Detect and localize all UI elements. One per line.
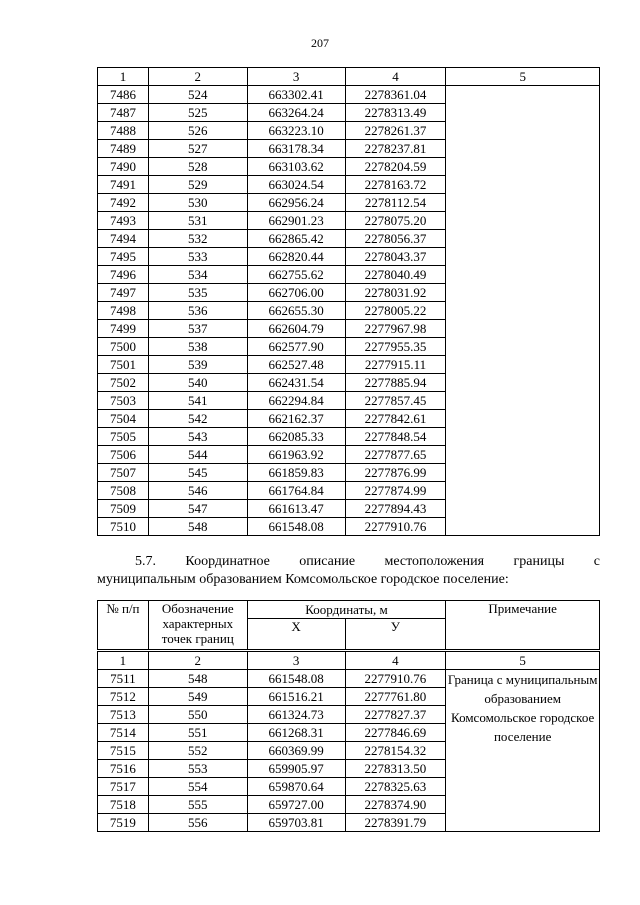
column-number: 5 (446, 651, 600, 670)
boundary-coordinates-table (97, 600, 600, 832)
y-coordinate-cell: 2277857.45 (345, 392, 446, 410)
x-coordinate-cell: 662755.62 (247, 266, 345, 284)
point-number-cell: 7518 (98, 796, 149, 814)
y-coordinate-cell: 2277910.76 (345, 518, 446, 536)
point-number-cell: 7507 (98, 464, 149, 482)
x-coordinate-cell: 662527.48 (247, 356, 345, 374)
point-number-cell: 7496 (98, 266, 149, 284)
point-designation-cell: 527 (148, 140, 247, 158)
point-designation-cell: 541 (148, 392, 247, 410)
column-number: 3 (247, 651, 345, 670)
y-coordinate-cell: 2278313.50 (345, 760, 446, 778)
point-number-cell: 7487 (98, 104, 149, 122)
empty-note-cell (446, 86, 600, 536)
x-coordinate-cell: 663302.41 (247, 86, 345, 104)
point-number-cell: 7510 (98, 518, 149, 536)
column-number: 4 (345, 68, 446, 86)
point-designation-cell: 536 (148, 302, 247, 320)
point-number-cell: 7505 (98, 428, 149, 446)
header-y: У (345, 619, 446, 651)
y-coordinate-cell: 2277876.99 (345, 464, 446, 482)
y-coordinate-cell: 2277955.35 (345, 338, 446, 356)
x-coordinate-cell: 659870.64 (247, 778, 345, 796)
point-designation-cell: 546 (148, 482, 247, 500)
point-designation-cell: 552 (148, 742, 247, 760)
column-number: 1 (98, 651, 149, 670)
y-coordinate-cell: 2278112.54 (345, 194, 446, 212)
y-coordinate-cell: 2277761.80 (345, 688, 446, 706)
point-designation-cell: 534 (148, 266, 247, 284)
point-number-cell: 7516 (98, 760, 149, 778)
point-number-cell: 7489 (98, 140, 149, 158)
point-number-cell: 7517 (98, 778, 149, 796)
point-designation-cell: 543 (148, 428, 247, 446)
x-coordinate-cell: 661613.47 (247, 500, 345, 518)
x-coordinate-cell: 659905.97 (247, 760, 345, 778)
y-coordinate-cell: 2278361.04 (345, 86, 446, 104)
section-heading-line2: муниципальным образованием Комсомольское городское поселение: (97, 572, 509, 587)
point-number-cell: 7512 (98, 688, 149, 706)
y-coordinate-cell: 2278325.63 (345, 778, 446, 796)
point-number-cell: 7498 (98, 302, 149, 320)
point-designation-cell: 540 (148, 374, 247, 392)
x-coordinate-cell: 661268.31 (247, 724, 345, 742)
point-designation-cell: 525 (148, 104, 247, 122)
y-coordinate-cell: 2278056.37 (345, 230, 446, 248)
point-designation-cell: 547 (148, 500, 247, 518)
point-number-cell: 7497 (98, 284, 149, 302)
point-number-cell: 7493 (98, 212, 149, 230)
point-designation-cell: 531 (148, 212, 247, 230)
x-coordinate-cell: 662706.00 (247, 284, 345, 302)
column-number: 1 (98, 68, 149, 86)
point-designation-cell: 529 (148, 176, 247, 194)
point-number-cell: 7503 (98, 392, 149, 410)
point-number-cell: 7490 (98, 158, 149, 176)
x-coordinate-cell: 662604.79 (247, 320, 345, 338)
y-coordinate-cell: 2277874.99 (345, 482, 446, 500)
point-designation-cell: 532 (148, 230, 247, 248)
column-numbering-row (98, 68, 600, 86)
y-coordinate-cell: 2278163.72 (345, 176, 446, 194)
x-coordinate-cell: 663264.24 (247, 104, 345, 122)
y-coordinate-cell: 2278391.79 (345, 814, 446, 832)
x-coordinate-cell: 662956.24 (247, 194, 345, 212)
y-coordinate-cell: 2277894.43 (345, 500, 446, 518)
x-coordinate-cell: 662577.90 (247, 338, 345, 356)
y-coordinate-cell: 2278237.81 (345, 140, 446, 158)
point-designation-cell: 550 (148, 706, 247, 724)
x-coordinate-cell: 659727.00 (247, 796, 345, 814)
header-number: № п/п (98, 601, 149, 651)
x-coordinate-cell: 662865.42 (247, 230, 345, 248)
column-number: 4 (345, 651, 446, 670)
point-designation-cell: 539 (148, 356, 247, 374)
x-coordinate-cell: 661548.08 (247, 518, 345, 536)
y-coordinate-cell: 2277885.94 (345, 374, 446, 392)
y-coordinate-cell: 2278204.59 (345, 158, 446, 176)
y-coordinate-cell: 2277910.76 (345, 670, 446, 688)
point-designation-cell: 556 (148, 814, 247, 832)
point-number-cell: 7500 (98, 338, 149, 356)
table-body (98, 670, 600, 832)
section-heading-line1: 5.7. Координатное описание местоположения границы с (135, 554, 600, 569)
point-designation-cell: 548 (148, 518, 247, 536)
column-number: 2 (148, 651, 247, 670)
table-row (98, 86, 600, 104)
point-number-cell: 7513 (98, 706, 149, 724)
y-coordinate-cell: 2278040.49 (345, 266, 446, 284)
x-coordinate-cell: 661548.08 (247, 670, 345, 688)
point-designation-cell: 535 (148, 284, 247, 302)
point-designation-cell: 548 (148, 670, 247, 688)
point-number-cell: 7501 (98, 356, 149, 374)
point-number-cell: 7509 (98, 500, 149, 518)
x-coordinate-cell: 661324.73 (247, 706, 345, 724)
header-designation: Обозначение характерных точек границ (148, 601, 247, 651)
x-coordinate-cell: 659703.81 (247, 814, 345, 832)
table-body (98, 86, 600, 536)
point-number-cell: 7488 (98, 122, 149, 140)
y-coordinate-cell: 2277877.65 (345, 446, 446, 464)
y-coordinate-cell: 2277967.98 (345, 320, 446, 338)
y-coordinate-cell: 2278075.20 (345, 212, 446, 230)
point-number-cell: 7491 (98, 176, 149, 194)
point-designation-cell: 544 (148, 446, 247, 464)
point-designation-cell: 555 (148, 796, 247, 814)
point-designation-cell: 551 (148, 724, 247, 742)
x-coordinate-cell: 660369.99 (247, 742, 345, 760)
x-coordinate-cell: 663178.34 (247, 140, 345, 158)
y-coordinate-cell: 2278154.32 (345, 742, 446, 760)
x-coordinate-cell: 662901.23 (247, 212, 345, 230)
point-designation-cell: 554 (148, 778, 247, 796)
x-coordinate-cell: 661859.83 (247, 464, 345, 482)
point-number-cell: 7495 (98, 248, 149, 266)
point-designation-cell: 530 (148, 194, 247, 212)
point-designation-cell: 528 (148, 158, 247, 176)
x-coordinate-cell: 663024.54 (247, 176, 345, 194)
x-coordinate-cell: 662085.33 (247, 428, 345, 446)
point-designation-cell: 553 (148, 760, 247, 778)
point-number-cell: 7492 (98, 194, 149, 212)
point-number-cell: 7502 (98, 374, 149, 392)
point-designation-cell: 542 (148, 410, 247, 428)
header-note: Примечание (446, 601, 600, 651)
y-coordinate-cell: 2277842.61 (345, 410, 446, 428)
coordinates-table-continued (97, 67, 600, 536)
point-number-cell: 7504 (98, 410, 149, 428)
y-coordinate-cell: 2277846.69 (345, 724, 446, 742)
point-number-cell: 7514 (98, 724, 149, 742)
x-coordinate-cell: 662820.44 (247, 248, 345, 266)
column-number: 3 (247, 68, 345, 86)
point-number-cell: 7508 (98, 482, 149, 500)
note-cell: Граница с муниципальным образованием Комсомольское городское поселение (446, 670, 600, 832)
point-number-cell: 7499 (98, 320, 149, 338)
table-row (98, 670, 600, 688)
point-number-cell: 7506 (98, 446, 149, 464)
point-designation-cell: 526 (148, 122, 247, 140)
point-number-cell: 7511 (98, 670, 149, 688)
point-number-cell: 7486 (98, 86, 149, 104)
point-number-cell: 7494 (98, 230, 149, 248)
point-designation-cell: 549 (148, 688, 247, 706)
header-x: X (247, 619, 345, 651)
y-coordinate-cell: 2278005.22 (345, 302, 446, 320)
x-coordinate-cell: 661516.21 (247, 688, 345, 706)
x-coordinate-cell: 662162.37 (247, 410, 345, 428)
y-coordinate-cell: 2278031.92 (345, 284, 446, 302)
point-number-cell: 7519 (98, 814, 149, 832)
column-number: 2 (148, 68, 247, 86)
point-designation-cell: 524 (148, 86, 247, 104)
column-number: 5 (446, 68, 600, 86)
y-coordinate-cell: 2278261.37 (345, 122, 446, 140)
x-coordinate-cell: 663103.62 (247, 158, 345, 176)
y-coordinate-cell: 2277915.11 (345, 356, 446, 374)
point-designation-cell: 533 (148, 248, 247, 266)
x-coordinate-cell: 661963.92 (247, 446, 345, 464)
page-number: 207 (311, 36, 329, 50)
x-coordinate-cell: 662294.84 (247, 392, 345, 410)
y-coordinate-cell: 2277827.37 (345, 706, 446, 724)
y-coordinate-cell: 2278313.49 (345, 104, 446, 122)
x-coordinate-cell: 661764.84 (247, 482, 345, 500)
point-designation-cell: 538 (148, 338, 247, 356)
column-numbering-row (98, 651, 600, 670)
y-coordinate-cell: 2277848.54 (345, 428, 446, 446)
point-designation-cell: 537 (148, 320, 247, 338)
y-coordinate-cell: 2278374.90 (345, 796, 446, 814)
x-coordinate-cell: 663223.10 (247, 122, 345, 140)
y-coordinate-cell: 2278043.37 (345, 248, 446, 266)
point-designation-cell: 545 (148, 464, 247, 482)
x-coordinate-cell: 662431.54 (247, 374, 345, 392)
header-coordinates: Координаты, м (247, 601, 446, 619)
x-coordinate-cell: 662655.30 (247, 302, 345, 320)
point-number-cell: 7515 (98, 742, 149, 760)
